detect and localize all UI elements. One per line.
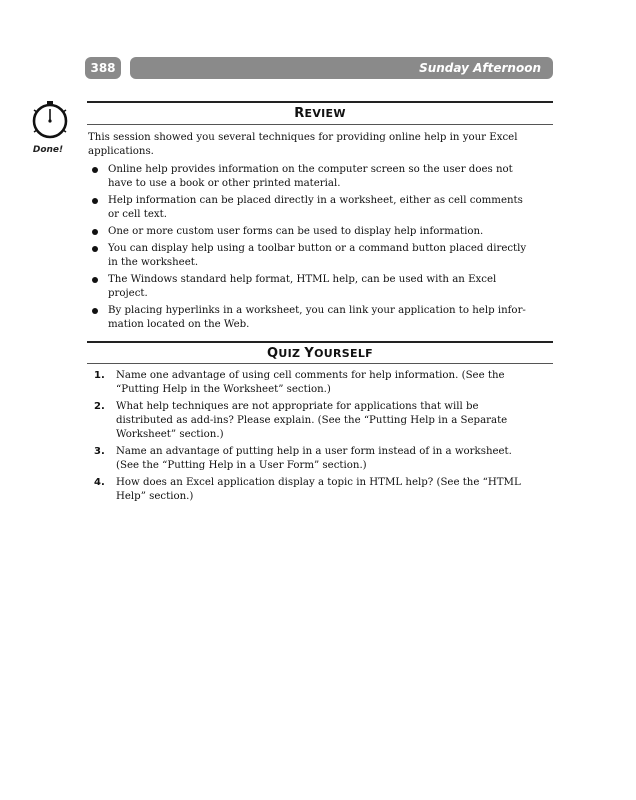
review-top-rule — [87, 101, 553, 103]
list-item — [90, 163, 530, 191]
list-item — [90, 304, 530, 332]
page-number: 388 — [85, 57, 121, 79]
bullet-text: Online help provides information on the computer screen so the user does not have to use a book or other printed material. — [108, 164, 513, 189]
list-item — [90, 242, 530, 270]
review-bottom-rule — [87, 124, 553, 125]
quiz-heading-cap1: Q — [267, 346, 279, 361]
quiz-top-rule — [87, 341, 553, 343]
bullet-icon — [92, 246, 98, 252]
quiz-item — [92, 476, 537, 504]
quiz-number: 3. — [94, 446, 105, 457]
quiz-text: Name one advantage of using cell comments for help information. (See the “Putting Help in the Worksheet” section.) — [116, 370, 505, 395]
bullet-icon — [92, 229, 98, 235]
quiz-text: What help techniques are not appropriate for applications that will be distributed as add-ins? Please explain. (See the “Putting Help in a Separate Worksheet” section.) — [116, 401, 508, 440]
quiz-number: 2. — [94, 401, 105, 412]
bullet-icon — [92, 167, 98, 173]
review-heading-cap: R — [294, 106, 305, 121]
bullet-icon — [92, 277, 98, 283]
review-heading — [87, 106, 553, 121]
list-item — [90, 194, 530, 222]
bullet-icon — [92, 308, 98, 314]
quiz-heading-rest1: UIZ — [278, 347, 305, 360]
quiz-heading-cap2: Y — [304, 346, 315, 361]
quiz-number: 4. — [94, 477, 105, 488]
bullet-text: The Windows standard help format, HTML help, can be used with an Excel project. — [108, 274, 497, 299]
bullet-text: Help information can be placed directly in a worksheet, either as cell comments or cell text. — [108, 195, 523, 220]
clock-icon — [30, 100, 70, 140]
bullet-text: By placing hyperlinks in a worksheet, you can link your application to help infor-mation located on the Web. — [108, 305, 526, 330]
quiz-item — [92, 445, 537, 473]
quiz-bottom-rule — [87, 363, 553, 364]
page-header — [85, 57, 553, 79]
quiz-text: Name an advantage of putting help in a user form instead of in a worksheet. (See the “Putting Help in a User Form” section.) — [116, 446, 512, 471]
quiz-item — [92, 369, 537, 397]
quiz-number: 1. — [94, 370, 105, 381]
review-heading-rest: EVIEW — [304, 107, 346, 120]
review-intro: This session showed you several techniques for providing online help in your Excel applications. — [88, 132, 518, 157]
bullet-icon — [92, 198, 98, 204]
list-item — [90, 273, 530, 301]
running-head: Sunday Afternoon — [130, 57, 553, 79]
quiz-item — [92, 400, 537, 442]
quiz-text: How does an Excel application display a topic in HTML help? (See the “HTML Help” section.) — [116, 477, 521, 502]
quiz-list — [92, 369, 537, 507]
quiz-heading-rest2: OURSELF — [314, 347, 373, 360]
list-item — [90, 225, 530, 239]
review-bullet-list — [90, 163, 530, 335]
done-label: Done! — [32, 145, 64, 155]
bullet-text: You can display help using a toolbar button or a command button placed directly in the worksheet. — [108, 243, 527, 268]
bullet-text: One or more custom user forms can be used to display help information. — [108, 226, 484, 237]
quiz-heading — [87, 346, 553, 361]
